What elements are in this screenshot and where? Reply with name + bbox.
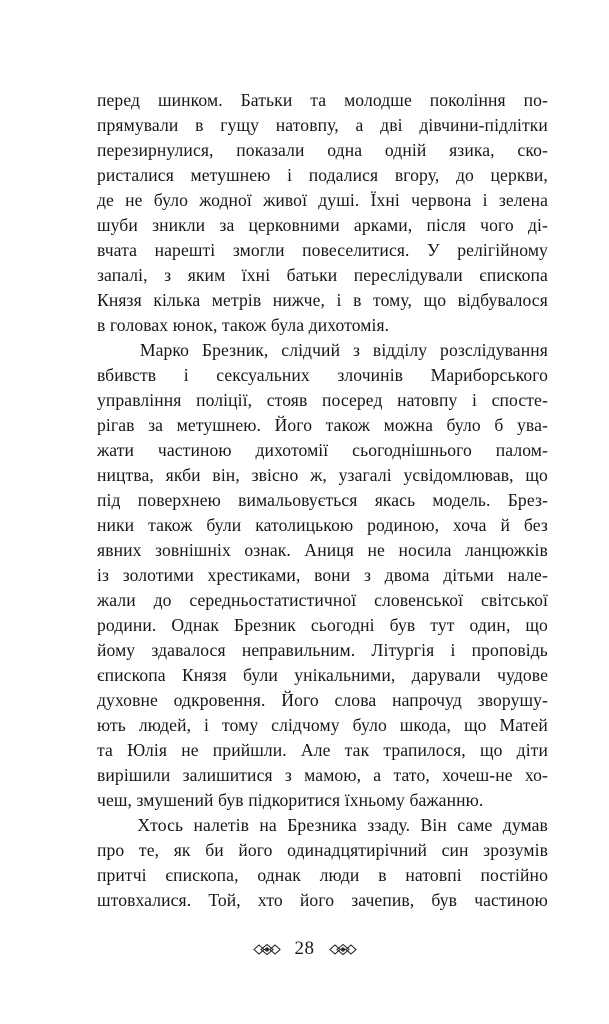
text-line: ристалися метушнею і подалися вгору, до церкви, [97, 165, 548, 185]
paragraph [97, 813, 548, 913]
paragraph [97, 338, 548, 813]
triple-diamond-ornament-right [328, 943, 358, 956]
text-line: чеш, змушений був підкоритися їхньому бажанню. [97, 790, 484, 810]
text-line: жати частиною дихотомії сьогоднішнього палом- [97, 440, 548, 460]
text-line: із золотими хрестиками, вони з двома дітьми нале- [97, 565, 548, 585]
first-line-indent [97, 813, 127, 838]
text-line: Марко Брезник, слідчий з відділу розслідування [97, 338, 548, 363]
page-text-block [97, 88, 548, 913]
text-line: прямували в гущу натовпу, а дві дівчини-підлітки [97, 115, 548, 135]
text-line: перед шинком. Батьки та молодше покоління по- [97, 90, 548, 110]
text-line: духовне одкровення. Його слова напрочуд зворушу- [97, 690, 548, 710]
page-number: 28 [294, 938, 315, 959]
text-line: ники також були католицькою родиною, хоча й без [97, 515, 548, 535]
text-line: родини. Однак Брезник сьогодні був тут один, що [97, 615, 548, 635]
text-line: перезирнулися, показали одна одній язика, ско- [97, 140, 548, 160]
first-line-indent [97, 338, 127, 363]
text-line: явних зовнішніх ознак. Аниця не носила ланцюжків [97, 540, 548, 560]
text-line: Хтось налетів на Брезника ззаду. Він саме думав [97, 813, 548, 838]
text-line: шуби зникли за церковними арками, після чого ді- [97, 215, 548, 235]
text-line: єпископа Князя були унікальними, дарували чудове [97, 665, 548, 685]
text-line: де не було жодної живої душі. Їхні червона і зелена [97, 190, 548, 210]
text-line: Князя кілька метрів нижче, і в тому, що відбувалося [97, 290, 548, 310]
text-line: вирішили залишитися з мамою, а тато, хочеш-не хо- [97, 765, 548, 785]
text-line: про те, як би його одинадцятирічний син зрозумів [97, 840, 548, 860]
text-line: вчата нарешті змогли повеселитися. У релігійному [97, 240, 548, 260]
folio [0, 936, 609, 962]
text-line: штовхалися. Той, хто його зачепив, був частиною [97, 890, 548, 910]
text-line: рігав за метушнею. Його також можна було б ува- [97, 415, 548, 435]
text-line: та Юлія не прийшли. Але так трапилося, що діти [97, 740, 548, 760]
text-line: жали до середньостатистичної словенської світської [97, 590, 548, 610]
text-line: ництва, якби він, звісно ж, узагалі усвідомлював, що [97, 465, 548, 485]
text-line: ють людей, і тому слідчому було шкода, що Матей [97, 715, 548, 735]
paragraph [97, 88, 548, 338]
text-line: в головах юнок, також була дихотомія. [97, 315, 390, 335]
text-line: управління поліції, стояв посеред натовпу і спосте- [97, 390, 548, 410]
text-line: вбивств і сексуальних злочинів Мариборського [97, 365, 548, 385]
text-line: притчі єпископа, однак люди в натовпі постійно [97, 865, 548, 885]
text-line: під поверхнею вимальовується якась модель. Брез- [97, 490, 548, 510]
triple-diamond-ornament-left [252, 943, 282, 956]
text-line: запалі, з яким їхні батьки переслідували єпископа [97, 265, 548, 285]
text-line: йому здавалося неправильним. Літургія і проповідь [97, 640, 548, 660]
